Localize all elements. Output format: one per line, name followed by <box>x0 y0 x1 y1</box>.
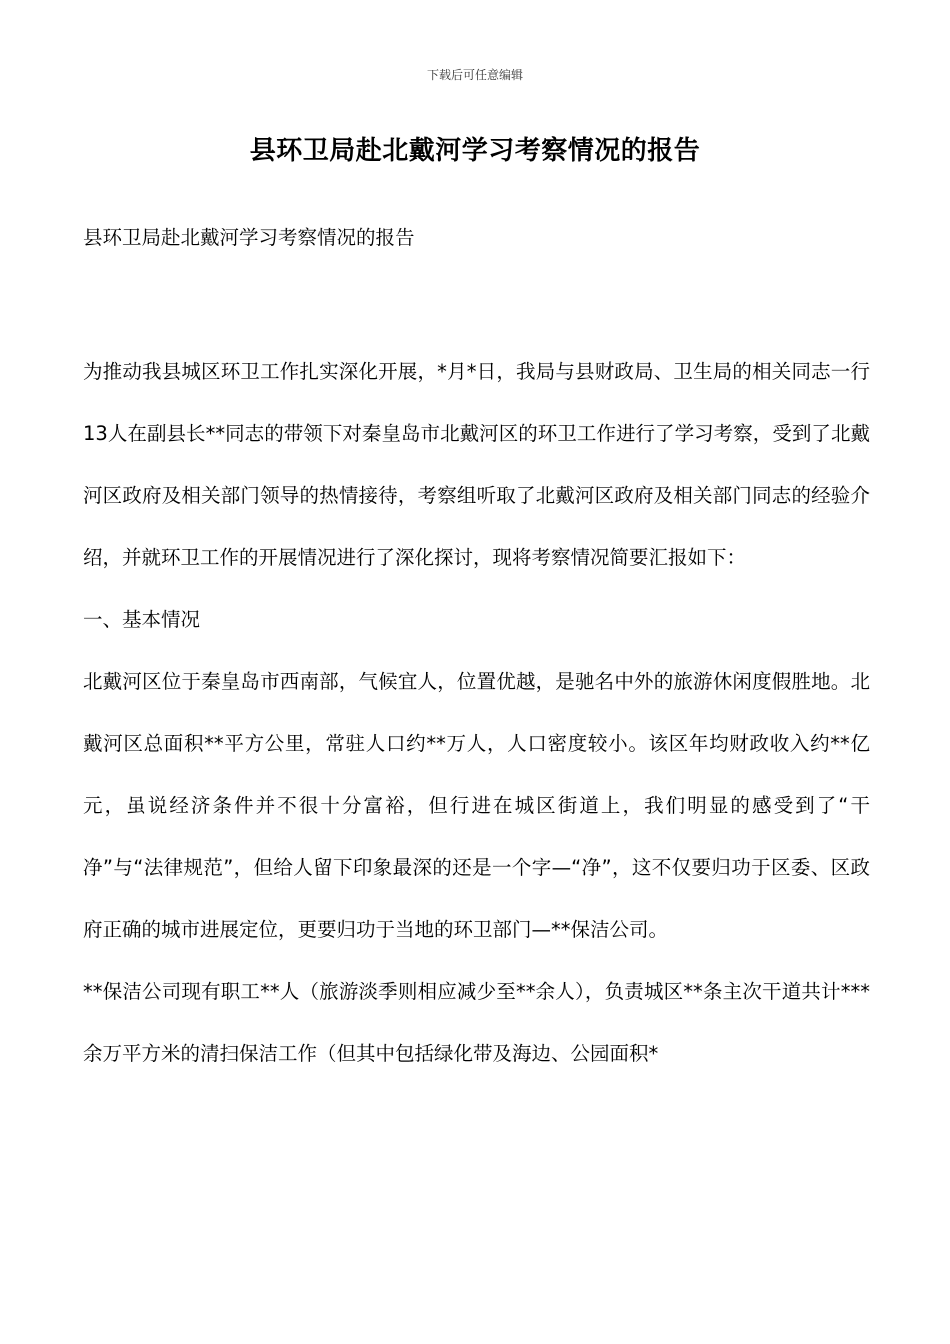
header-note: 下载后可任意编辑 <box>426 68 523 82</box>
section-paragraph-1: 北戴河区位于秦皇岛市西南部，气候宜人，位置优越，是驰名中外的旅游休闲度假胜地。北戴河区总面积**平方公里，常驻人口约**万人，人口密度较小。该区年均财政收入约**亿元，虽说经济条件并不很十分富裕，但行进在城区街道上，我们明显的感受到了“干净”与“法律规范”，但给人留下印象最深的还是一个字—“净”，这不仅要归功于区委、区政府正确的城市进展定位，更要归功于当地的环卫部门—**保洁公司。 <box>83 670 870 941</box>
document-subtitle: 县环卫局赴北戴河学习考察情况的报告 <box>83 226 415 249</box>
section-heading: 一、基本情况 <box>83 608 201 631</box>
section-paragraph-2: **保洁公司现有职工**人（旅游淡季则相应减少至**余人），负责城区**条主次干道共计***余万平方米的清扫保洁工作（但其中包括绿化带及海边、公园面积* <box>83 980 870 1065</box>
intro-paragraph: 为推动我县城区环卫工作扎实深化开展，*月*日，我局与县财政局、卫生局的相关同志一行13人在副县长**同志的带领下对秦皇岛市北戴河区的环卫工作进行了学习考察，受到了北戴河区政府及相关部门领导的热情接待，考察组听取了北戴河区政府及相关部门同志的经验介绍，并就环卫工作的开展情况进行了深化探讨，现将考察情况简要汇报如下： <box>83 360 870 569</box>
document-body <box>83 222 870 1085</box>
document-title: 县环卫局赴北戴河学习考察情况的报告 <box>249 136 701 166</box>
